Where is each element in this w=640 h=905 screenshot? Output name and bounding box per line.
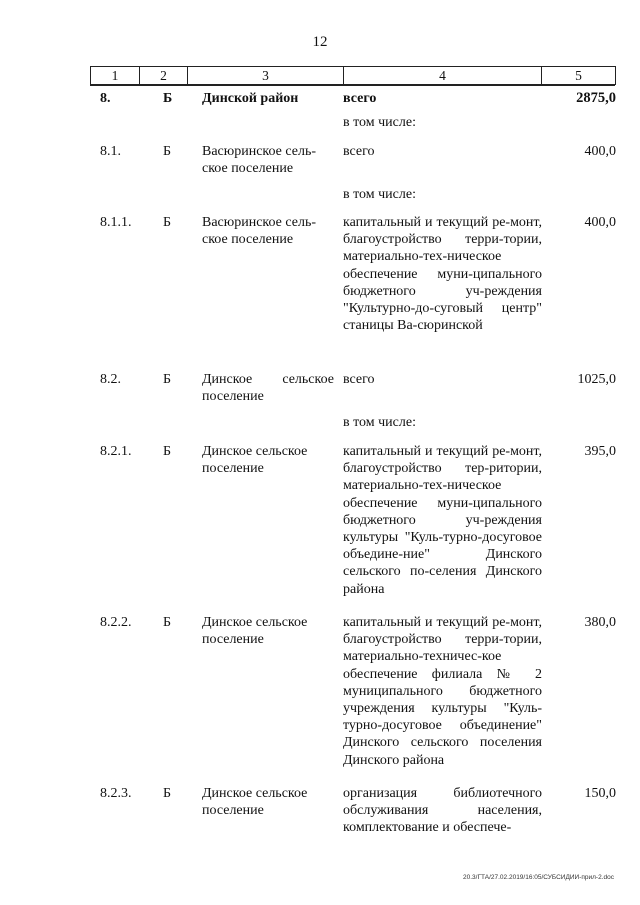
row-name: Васюринское сель-ское поселение bbox=[202, 215, 317, 248]
column-2-number: 2 bbox=[140, 67, 188, 85]
row-value: 395,0 bbox=[584, 444, 616, 459]
row-number: 8.2.2. bbox=[100, 615, 132, 630]
row-number: 8.2. bbox=[100, 372, 121, 387]
row-description: всего bbox=[343, 91, 377, 106]
row-description: в том числе: bbox=[343, 415, 416, 430]
column-4-number: 4 bbox=[344, 67, 542, 85]
row-value: 2875,0 bbox=[576, 90, 616, 106]
row-description: в том числе: bbox=[343, 115, 416, 130]
row-category: Б bbox=[163, 615, 172, 630]
row-description: капитальный и текущий ре-монт, благоустройство тер-ритории, материально-тех-ническое обеспечение муни-ципального бюджетного уч-реждения культуры "Куль-турно-досуговое объедине-ние" Динского сельского по-селения Динского района bbox=[343, 444, 542, 597]
page-number: 12 bbox=[312, 34, 328, 50]
header-divider bbox=[90, 84, 615, 86]
column-3-number: 3 bbox=[188, 67, 344, 85]
row-number: 8. bbox=[100, 91, 111, 106]
row-number: 8.1. bbox=[100, 144, 121, 159]
row-description: капитальный и текущий ре-монт, благоустройство терри-тории, материально-техничес-кое обеспечение филиала № 2 муниципального бюджетного учреждения культуры "Куль-турно-досуговое объединение" Динского сельского поселения Динского района bbox=[343, 615, 542, 768]
column-number-header bbox=[90, 66, 616, 85]
row-description: капитальный и текущий ре-монт, благоустройство терри-тории, материально-тех-ническое обеспечение муни-ципального бюджетного уч-реждения "Культурно-до-суговый центр" станицы Ва-сюринской bbox=[343, 215, 542, 334]
row-name: Динское сельское поселение bbox=[202, 372, 334, 405]
column-1-number: 1 bbox=[91, 67, 140, 85]
row-name: Динское сельское поселение bbox=[202, 444, 308, 477]
row-description: всего bbox=[343, 372, 375, 387]
row-category: Б bbox=[163, 372, 172, 387]
row-value: 400,0 bbox=[584, 144, 616, 159]
row-category: Б bbox=[163, 444, 172, 459]
row-description: всего bbox=[343, 144, 375, 159]
row-value: 380,0 bbox=[584, 615, 616, 630]
row-category: Б bbox=[163, 215, 172, 230]
row-category: Б bbox=[163, 144, 172, 159]
row-description: организация библиотечного обслуживания населения, комплектование и обеспече- bbox=[343, 786, 542, 836]
row-category: Б bbox=[163, 786, 172, 801]
row-value: 150,0 bbox=[584, 786, 616, 801]
row-number: 8.2.1. bbox=[100, 444, 132, 459]
row-value: 1025,0 bbox=[577, 372, 616, 387]
row-value: 400,0 bbox=[584, 215, 616, 230]
column-5-number: 5 bbox=[542, 67, 616, 85]
document-footer-path: 20.3/ГТА/27.02.2019/16:05/СУБСИДИИ-прил-2.doc bbox=[463, 874, 614, 881]
row-name: Динское сельское поселение bbox=[202, 615, 308, 648]
row-description: в том числе: bbox=[343, 187, 416, 202]
row-number: 8.1.1. bbox=[100, 215, 132, 230]
row-name: Динское сельское поселение bbox=[202, 786, 308, 819]
row-name: Васюринское сель-ское поселение bbox=[202, 144, 317, 177]
row-name: Динской район bbox=[202, 91, 299, 106]
row-number: 8.2.3. bbox=[100, 786, 132, 801]
row-category: Б bbox=[163, 91, 173, 106]
